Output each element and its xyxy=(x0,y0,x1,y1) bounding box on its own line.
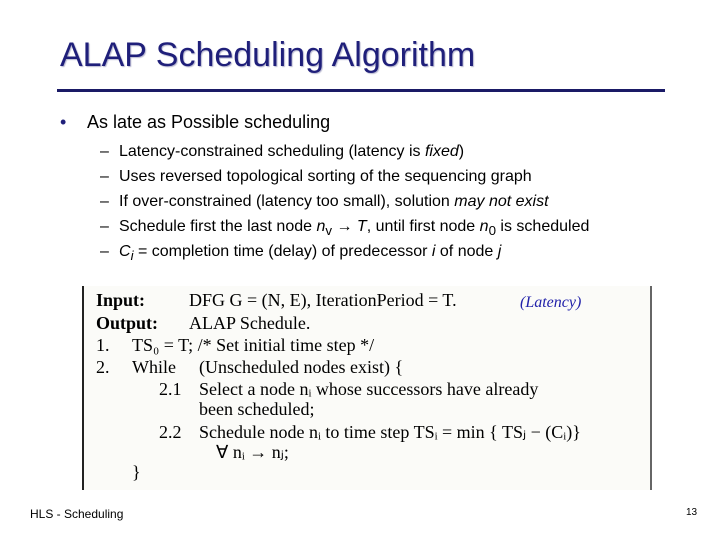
algorithm-box xyxy=(82,286,652,490)
arrow-icon: → xyxy=(336,218,353,235)
dash-icon: – xyxy=(100,218,109,235)
dash-icon: – xyxy=(100,168,109,185)
slide-title: ALAP Scheduling Algorithm xyxy=(60,36,476,74)
step-2-2-cont: ∀ nᵢ → nⱼ; xyxy=(216,442,289,462)
algo-output-text: ALAP Schedule. xyxy=(189,313,311,333)
ci-symbol: C xyxy=(119,243,131,260)
node-n0-sub: 0 xyxy=(488,223,496,239)
step-1-text: TS₀ = T; /* Set initial time step */ xyxy=(132,335,375,355)
sub-bullet-1-end: ) xyxy=(458,143,465,160)
dash-icon: – xyxy=(100,193,109,210)
step-2-while: While xyxy=(132,357,176,377)
step-2-text: (Unscheduled nodes exist) { xyxy=(199,357,404,377)
step-2-2-number: 2.2 xyxy=(159,422,182,442)
latency-annotation: (Latency) xyxy=(520,294,582,311)
sub-bullet-4-end: is scheduled xyxy=(495,218,590,235)
sub-bullet-5-mid: of node xyxy=(435,243,498,260)
sub-bullet-list xyxy=(100,139,589,264)
footer-label: HLS - Scheduling xyxy=(30,507,124,521)
dash-icon: – xyxy=(100,243,109,260)
node-n0: n xyxy=(479,218,489,235)
step-1-number: 1. xyxy=(96,335,110,355)
sub-bullet-1-text: Latency-constrained scheduling (latency is xyxy=(119,143,425,160)
main-bullet xyxy=(60,112,330,133)
sub-bullet-3-text: If over-constrained (latency too small), solution xyxy=(119,193,455,210)
sub-bullet-2-text: Uses reversed topological sorting of the sequencing graph xyxy=(119,168,532,185)
bullet-icon: • xyxy=(60,112,67,132)
step-2-1-number: 2.1 xyxy=(159,379,182,399)
node-nv-sub: v xyxy=(325,223,333,239)
while-close-brace: } xyxy=(132,462,141,482)
sub-bullet-5-text: = completion time (delay) of predecessor xyxy=(133,243,432,260)
algo-input-label: Input: xyxy=(96,290,146,310)
sub-bullet-1 xyxy=(100,139,589,164)
step-2-1-cont: been scheduled; xyxy=(199,399,315,419)
sub-bullet-1-emph: fixed xyxy=(424,143,459,160)
dash-icon: – xyxy=(100,143,109,160)
sub-bullet-4-mid: , until first node xyxy=(366,218,480,235)
page-number: 13 xyxy=(686,507,698,518)
bullet-text: As late as Possible scheduling xyxy=(87,112,331,132)
sub-bullet-2 xyxy=(100,164,589,189)
sub-bullet-4-text: Schedule first the last node xyxy=(119,218,317,235)
sub-bullet-3-emph: may not exist xyxy=(454,193,549,210)
step-2-2-text: Schedule node nᵢ to time step TSᵢ = min { TSⱼ − (Cᵢ)} xyxy=(199,422,581,442)
latency-t: T xyxy=(352,218,367,235)
step-2-1-text: Select a node nᵢ whose successors have already xyxy=(199,379,539,399)
ci-sub-i: i xyxy=(130,248,134,264)
algo-output-label: Output: xyxy=(96,313,159,333)
algo-input-text: DFG G = (N, E), IterationPeriod = T. xyxy=(189,290,457,310)
node-j: j xyxy=(497,243,502,260)
sub-bullet-5 xyxy=(100,239,589,264)
node-nv: n xyxy=(316,218,326,235)
sub-bullet-4 xyxy=(100,214,589,239)
sub-bullet-3 xyxy=(100,189,589,214)
title-underline xyxy=(57,89,665,92)
pred-i: i xyxy=(431,243,436,260)
step-2-number: 2. xyxy=(96,357,110,377)
